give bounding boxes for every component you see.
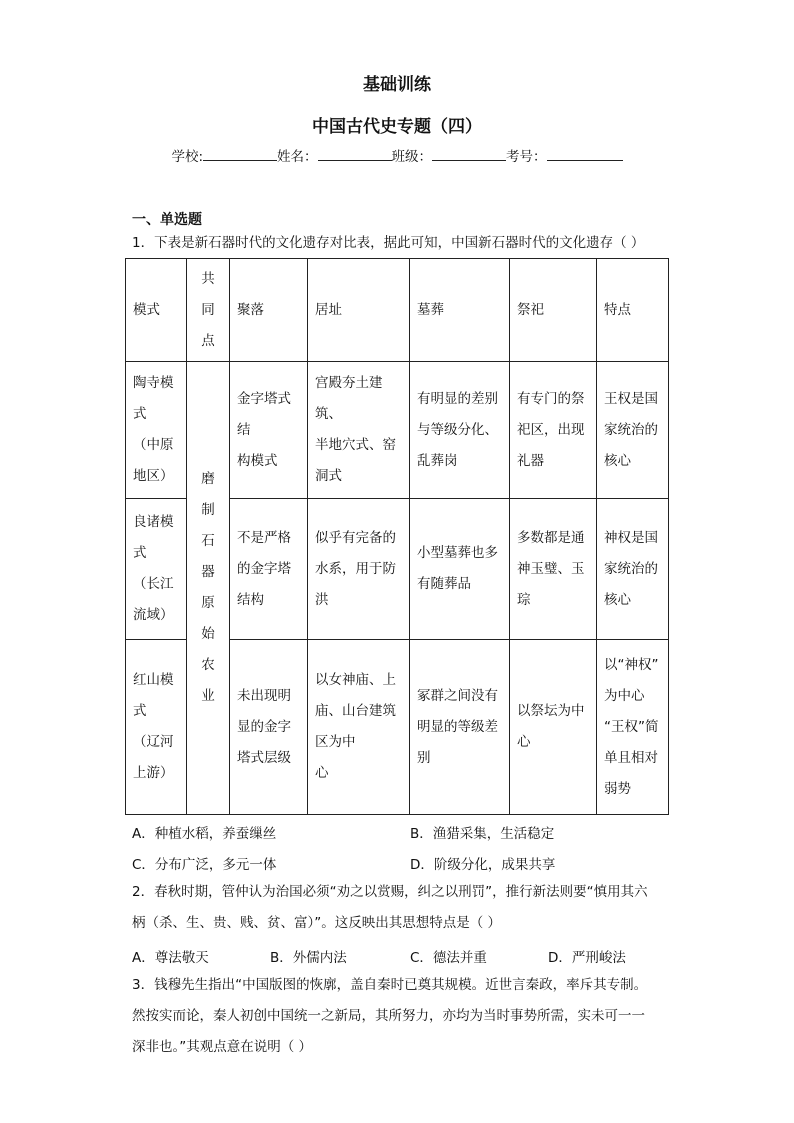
- q1-option-a[interactable]: A．种植水稻，养蚕缫丝: [132, 826, 277, 842]
- q2-stem-line2: 柄（杀、生、贵、贱、贫、富）”。这反映出其思想特点是（ ）: [132, 915, 502, 931]
- table-cell: 多数都是通 神玉璧、玉 琮: [510, 499, 597, 640]
- q3-stem-line1: 3．钱穆先生指出“中国版图的恢廓，盖自秦时已奠其规模。近世言秦政，率斥其专制。: [132, 977, 648, 993]
- table-cell: 似乎有完备的 水系，用于防 洪: [308, 499, 410, 640]
- name-blank[interactable]: [318, 146, 392, 161]
- header-cell: 模式: [126, 259, 187, 362]
- q2-option-c[interactable]: C．德法并重: [410, 950, 487, 966]
- table-cell: 未出现明 显的金字 塔式层级: [230, 640, 308, 815]
- header-cell: 祭祀: [510, 259, 597, 362]
- table-cell: 不是严格 的金字塔 结构: [230, 499, 308, 640]
- table-cell: 以“神权” 为中心 “王权”简 单且相对 弱势: [597, 640, 669, 815]
- q3-stem-line3: 深非也。”其观点意在说明（ ）: [132, 1039, 313, 1055]
- q1-option-b[interactable]: B．渔猎采集，生活稳定: [410, 826, 555, 842]
- table-cell: 王权是国 家统治的 核心: [597, 362, 669, 499]
- class-label: 班级：: [391, 149, 433, 165]
- student-info-line: [0, 145, 794, 165]
- header-cell: 居址: [308, 259, 410, 362]
- table-cell: 有专门的祭 祀区，出现 礼器: [510, 362, 597, 499]
- exam-number-label: 考号：: [506, 149, 547, 165]
- table-cell: 有明显的差别 与等级分化、 乱葬岗: [410, 362, 510, 499]
- common-point-cell: 磨 制 石 器 原 始 农 业: [187, 362, 230, 815]
- table-cell: 以祭坛为中 心: [510, 640, 597, 815]
- header-cell: 共 同 点: [187, 259, 230, 362]
- table-header-row: [126, 259, 669, 362]
- exam-number-blank[interactable]: [547, 146, 623, 161]
- table-cell: 小型墓葬也多 有随葬品: [410, 499, 510, 640]
- q1-option-c[interactable]: C．分布广泛，多元一体: [132, 857, 277, 873]
- page-subtitle: 中国古代史专题（四）: [312, 117, 482, 137]
- table-cell: 金字塔式 结 构模式: [230, 362, 308, 499]
- q2-option-d[interactable]: D．严刑峻法: [548, 950, 626, 966]
- table-cell: 良诸模 式 （长江 流域）: [126, 499, 187, 640]
- table-cell: 神权是国 家统治的 核心: [597, 499, 669, 640]
- school-label: 学校:: [171, 149, 204, 165]
- section-title: 一、单选题: [132, 212, 202, 228]
- header-cell: 聚落: [230, 259, 308, 362]
- table-cell: 宫殿夯土建筑、 半地穴式、窑 洞式: [308, 362, 410, 499]
- q2-option-a[interactable]: A．尊法敬天: [132, 950, 209, 966]
- q2-option-b[interactable]: B．外儒内法: [270, 950, 347, 966]
- header-cell: 墓葬: [410, 259, 510, 362]
- page-title: 基础训练: [363, 75, 431, 95]
- q2-stem-line1: 2．春秋时期，管仲认为治国必须“劝之以赏赐，纠之以刑罚”，推行新法则要“慎用其六: [132, 884, 648, 900]
- table-row: [126, 362, 669, 499]
- table-cell: 冢群之间没有 明显的等级差 别: [410, 640, 510, 815]
- comparison-table: [125, 258, 669, 815]
- q1-stem: 1．下表是新石器时代的文化遗存对比表，据此可知，中国新石器时代的文化遗存（ ）: [132, 235, 645, 251]
- table-cell: 以女神庙、上 庙、山台建筑 区为中 心: [308, 640, 410, 815]
- table-cell: 红山模 式 （辽河 上游）: [126, 640, 187, 815]
- school-blank[interactable]: [203, 146, 277, 161]
- header-cell: 特点: [597, 259, 669, 362]
- class-blank[interactable]: [432, 146, 506, 161]
- table-cell: 陶寺模 式 （中原 地区）: [126, 362, 187, 499]
- q1-option-d[interactable]: D．阶级分化，成果共享: [410, 857, 556, 873]
- q3-stem-line2: 然按实而论，秦人初创中国统一之新局，其所努力，亦均为当时事势所需，实未可一一: [132, 1008, 645, 1024]
- name-label: 姓名：: [277, 149, 318, 165]
